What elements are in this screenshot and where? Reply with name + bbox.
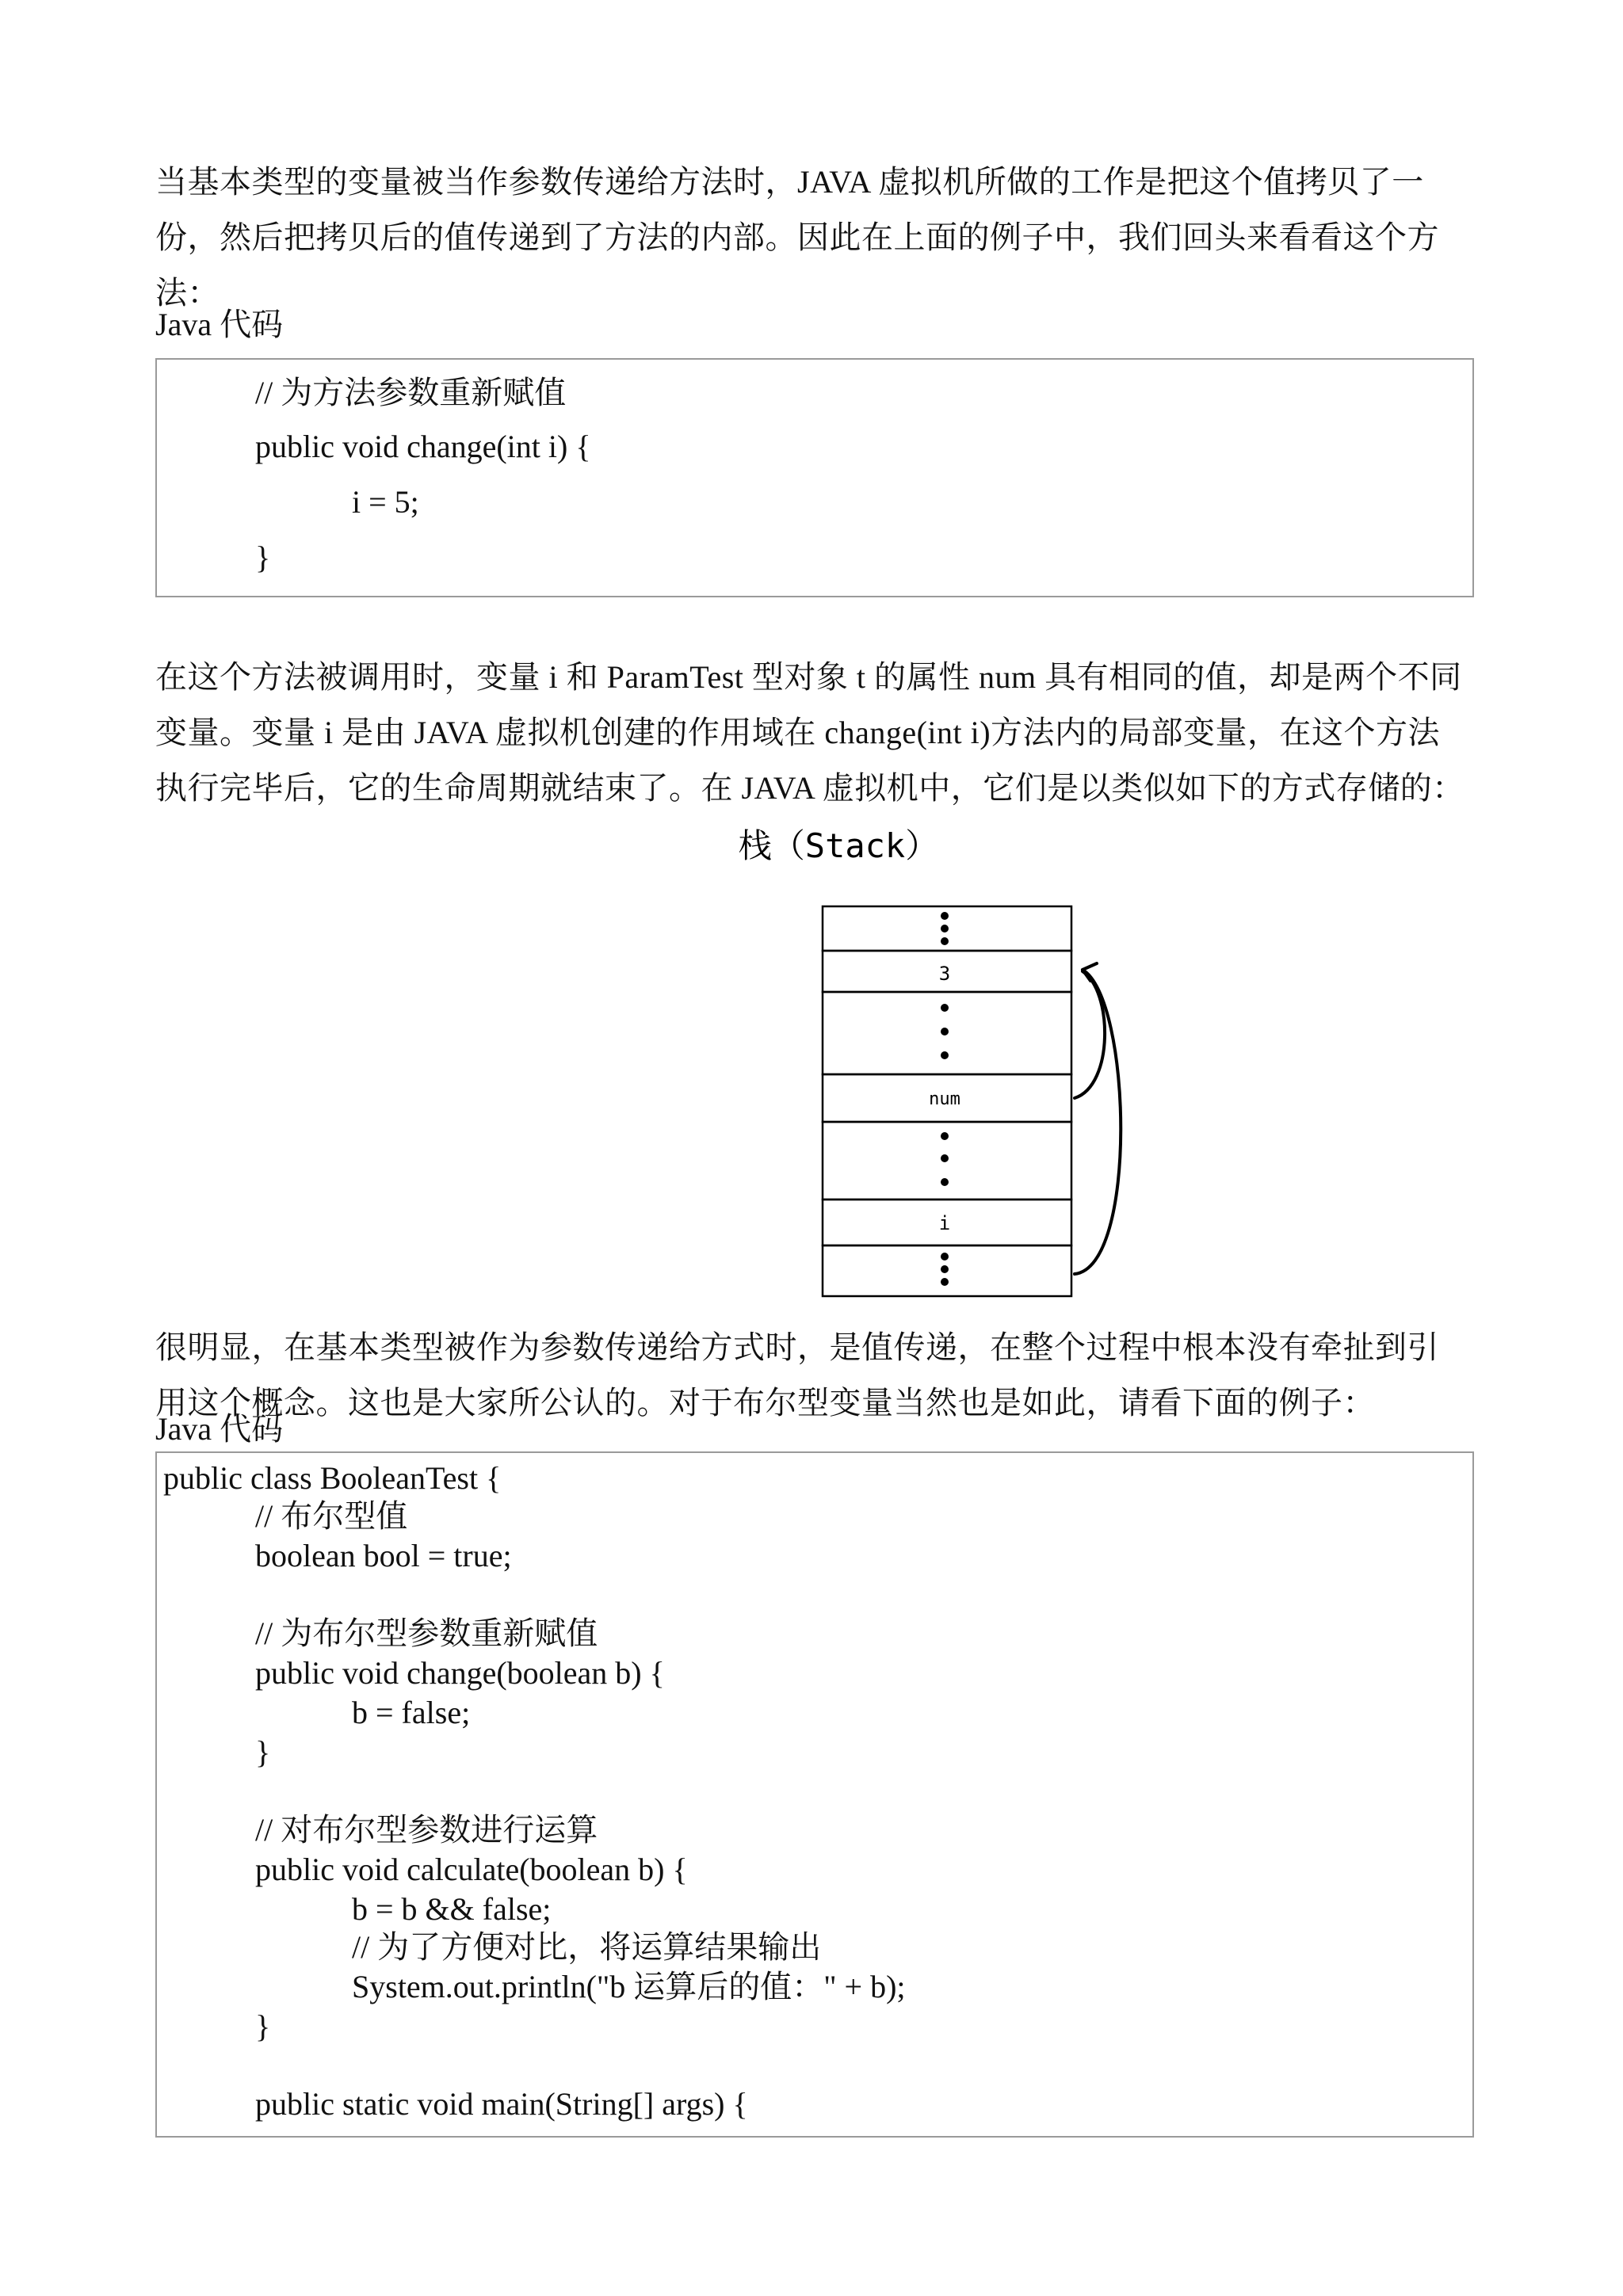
code1-line: public void change(int i) {: [255, 429, 591, 464]
code2-line: // 布尔型值: [255, 1498, 408, 1534]
code2-line: }: [255, 2008, 271, 2044]
stack-value-num: num: [929, 1089, 960, 1109]
explain-line-3: 执行完毕后，它的生命周期就结束了。在 JAVA 虚拟机中，它们是以类似如下的方式存储的：: [155, 770, 1465, 806]
stack-title: 栈（Stack）: [738, 826, 939, 865]
arrow-i-to-3: [1075, 970, 1121, 1274]
code2-line: System.out.println("b 运算后的值：" + b);: [352, 1969, 906, 2004]
conclusion-paragraph: [155, 1320, 1476, 1431]
conclusion-line-1: 很明显，在基本类型被作为参数传递给方式时，是值传递，在整个过程中根本没有牵扯到引: [155, 1329, 1439, 1365]
code1-line: }: [255, 540, 271, 575]
code2-line: // 为布尔型参数重新赋值: [255, 1615, 598, 1651]
stack-diagram-svg: [663, 824, 1138, 1307]
code-label-2: Java 代码: [155, 1411, 284, 1447]
reference-arrows: [1075, 963, 1121, 1274]
code2-line: boolean bool = true;: [255, 1538, 512, 1573]
code2-line: public static void main(String[] args) {: [255, 2086, 748, 2122]
code-label-1: Java 代码: [155, 307, 284, 342]
stack-value-i: i: [938, 1212, 951, 1234]
intro-line-1: 当基本类型的变量被当作参数传递给方法时，JAVA 虚拟机所做的工作是把这个值拷贝了一: [155, 164, 1424, 200]
intro-line-2: 份，然后把拷贝后的值传递到了方法的内部。因此在上面的例子中，我们回头来看看这个方: [155, 219, 1439, 255]
code2-line: public void change(boolean b) {: [255, 1655, 665, 1691]
explain-line-1: 在这个方法被调用时，变量 i 和 ParamTest 型对象 t 的属性 num 具有相同的值，却是两个不同: [155, 659, 1462, 695]
code-block-2: [155, 1451, 1474, 2138]
explanation-paragraph: [155, 650, 1476, 816]
stack-value-3: 3: [938, 963, 951, 985]
code2-line: // 为了方便对比，将运算结果输出: [352, 1929, 822, 1965]
code1-line: i = 5;: [352, 484, 419, 520]
code2-line: }: [255, 1734, 271, 1770]
code-block-1: [155, 358, 1474, 597]
explain-line-2: 变量。变量 i 是由 JAVA 虚拟机创建的作用域在 change(int i)方法内的局部变量，在这个方法: [155, 715, 1441, 750]
code2-line: b = false;: [352, 1695, 471, 1730]
stack-diagram: [663, 824, 1138, 1307]
code2-line: public void calculate(boolean b) {: [255, 1852, 688, 1887]
conclusion-line-2: 用这个概念。这也是大家所公认的。对于布尔型变量当然也是如此，请看下面的例子：: [155, 1385, 1375, 1421]
code2-line: b = b && false;: [352, 1891, 552, 1927]
code2-line: public class BooleanTest {: [163, 1460, 502, 1496]
code1-line: // 为方法参数重新赋值: [255, 375, 567, 410]
code2-line: // 对布尔型参数进行运算: [255, 1812, 598, 1848]
intro-line-3: 法：: [155, 275, 220, 311]
intro-paragraph: [155, 154, 1476, 321]
arrow-head-icon: [1083, 963, 1097, 981]
